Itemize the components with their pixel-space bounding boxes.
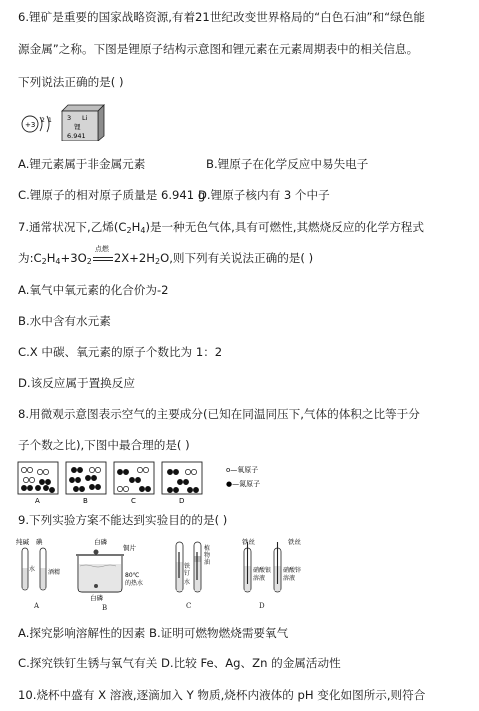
q6-stem-line3: 下列说法正确的是( ) <box>18 75 124 89</box>
exp-c-label-nail-1: 铁 <box>184 563 191 570</box>
experiment-b <box>76 537 143 612</box>
q8-diagram-label: C <box>131 497 136 504</box>
q10-stem-line1: 10.烧杯中盛有 X 溶液,逐滴加入 Y 物质,烧杯内液体的 pH 变化如图所示,则符合 <box>18 688 426 702</box>
oxygen-atom <box>23 477 28 482</box>
nitrogen-atom <box>135 477 140 482</box>
nitrogen-atom <box>49 487 54 492</box>
nitrogen-atom <box>73 486 78 491</box>
exp-d-label-solution-2: 溶液 <box>283 575 296 582</box>
nitrogen-atom <box>45 479 50 484</box>
nitrogen-atom <box>129 477 134 482</box>
nitrogen-atom <box>193 487 198 492</box>
exp-a-label-water: 水 <box>29 566 36 573</box>
nitrogen-atom <box>69 477 74 482</box>
q7-option-b: B.水中含有水元素 <box>18 314 111 328</box>
cell-atomic-number: 3 <box>67 114 72 122</box>
nitrogen-atom <box>27 485 32 490</box>
exp-a-label-iodine: 碘 <box>36 538 43 546</box>
nitrogen-atom <box>85 475 90 480</box>
q6-figure <box>16 103 106 141</box>
experiment-d <box>242 537 302 610</box>
q7-option-c: C.X 中碳、氧元素的原子个数比为 1：2 <box>18 345 223 359</box>
cell-symbol: Li <box>82 114 88 122</box>
exp-b-caption: B <box>102 604 108 612</box>
legend-oxygen: o—氧原子 <box>226 466 259 474</box>
oxygen-atom <box>37 469 42 474</box>
nitrogen-atom <box>177 479 182 484</box>
legend-nitrogen: ●—氮原子 <box>226 480 261 488</box>
oxygen-atom <box>95 467 100 472</box>
q6-option-d: D.锂原子核内有 3 个中子 <box>198 188 330 202</box>
exp-c-label-nail-2: 钉 <box>184 570 191 577</box>
nitrogen-atom <box>167 487 172 492</box>
oxygen-atom <box>143 467 148 472</box>
exp-d-caption: D <box>259 602 265 610</box>
cell-element-name: 锂 <box>74 123 81 131</box>
experiment-a <box>16 537 60 610</box>
exp-b-label-white-p-bottom: 白磷 <box>90 594 103 602</box>
cell-atomic-mass: 6.941 <box>67 132 86 140</box>
exp-c-label-oil-1: 植 <box>204 545 211 552</box>
q8-diagram-label: A <box>35 497 40 504</box>
oxygen-atom <box>117 486 122 491</box>
exp-a-caption: A <box>34 602 40 610</box>
experiment-c <box>176 542 210 610</box>
reaction-condition: 点燃 <box>92 251 114 265</box>
exp-b-label-copper: 铜片 <box>123 544 136 552</box>
q8-stem-line2: 子个数之比),下图中最合理的是( ) <box>18 438 190 452</box>
nitrogen-atom <box>187 487 192 492</box>
nitrogen-atom <box>89 484 94 489</box>
exp-d-label-wire-2: 铁丝 <box>288 538 301 546</box>
q7-option-d: D.该反应属于置换反应 <box>18 376 135 390</box>
exp-c-label-oil-2: 物 <box>204 552 211 559</box>
oxygen-atom <box>29 477 34 482</box>
q9-stem: 9.下列实验方案不能达到实验目的的是( ) <box>18 513 228 527</box>
nitrogen-atom <box>183 479 188 484</box>
nitrogen-atom <box>139 486 144 491</box>
nitrogen-atom <box>75 477 80 482</box>
exp-c-label-oil-3: 油 <box>204 559 211 566</box>
nitrogen-atom <box>173 469 178 474</box>
atom-shell1-electrons: 2 <box>41 117 45 124</box>
lithium-atom-structure-diagram <box>22 116 52 132</box>
q6-option-b: B.锂原子在化学反应中易失电子 <box>206 157 369 171</box>
nitrogen-atom <box>79 486 84 491</box>
nitrogen-atom <box>43 485 48 490</box>
nitrogen-atom <box>39 479 44 484</box>
oxygen-atom <box>123 486 128 491</box>
q7-option-a: A.氧气中氧元素的化合价为-2 <box>18 283 169 297</box>
q7-equation-line: 为$:C_2H_4+3O_2$ 点燃 $2X+2H_2O$,则下列有关说法正确的是( ) <box>18 245 314 266</box>
q6-stem-line2: 源金属”之称。下图是锂原子结构示意图和锂元素在元素周期表中的相关信息。 <box>18 42 419 56</box>
nitrogen-atom <box>117 469 122 474</box>
q6-stem-line1: 6.锂矿是重要的国家战略资源,有着21世纪改变世界格局的“白色石油”和“绿色能 <box>18 10 425 24</box>
periodic-table-cell <box>62 105 104 141</box>
oxygen-atom <box>89 467 94 472</box>
atom-nucleus-charge: +3 <box>25 121 36 129</box>
oxygen-atom <box>137 467 142 472</box>
exp-a-label-alcohol: 酒精 <box>48 569 61 576</box>
nitrogen-atom <box>167 469 172 474</box>
q9-figure <box>16 536 356 612</box>
nitrogen-atom <box>95 484 100 489</box>
exp-d-label-znno3: 硝酸锌 <box>283 567 302 574</box>
exp-d-label-wire-1: 铁丝 <box>242 538 255 546</box>
q6-option-a: A.锂元素属于非金属元素 <box>18 157 146 171</box>
exp-d-label-agno3: 硝酸银 <box>253 567 272 574</box>
nitrogen-atom <box>35 485 40 490</box>
exp-c-caption: C <box>186 602 192 610</box>
nitrogen-atom <box>145 486 150 491</box>
q7-stem-line1: 7.通常状况下,乙烯$(C_2H_4)$是一种无色气体,具有可燃性,其燃烧反应的化学方程式 <box>18 220 424 235</box>
oxygen-atom <box>27 467 32 472</box>
oxygen-atom <box>191 469 196 474</box>
q8-figure <box>16 460 286 504</box>
nitrogen-atom <box>123 469 128 474</box>
nitrogen-atom <box>91 475 96 480</box>
q8-stem-line1: 8.用微观示意图表示空气的主要成分(已知在同温同压下,气体的体积之比等于分 <box>18 407 420 421</box>
exp-c-label-water: 水 <box>184 579 191 586</box>
q9-options-ab: A.探究影响溶解性的因素 B.证明可燃物燃烧需要氧气 <box>18 626 289 640</box>
nitrogen-atom <box>71 467 76 472</box>
atom-shell2-electrons: 1 <box>48 117 52 124</box>
nitrogen-atom <box>21 485 26 490</box>
exp-b-label-white-p-top: 白磷 <box>94 538 107 546</box>
exp-a-label-soda: 纯碱 <box>16 538 29 546</box>
oxygen-atom <box>185 469 190 474</box>
exp-d-label-solution-1: 溶液 <box>253 575 266 582</box>
oxygen-atom <box>43 469 48 474</box>
nitrogen-atom <box>173 487 178 492</box>
q6-option-c: C.锂原子的相对原子质量是 6.941 g <box>18 188 206 202</box>
oxygen-atom <box>21 467 26 472</box>
exp-b-label-temp: 80℃ <box>125 572 140 579</box>
q8-diagram-label: B <box>83 497 88 504</box>
nitrogen-atom <box>77 467 82 472</box>
q9-options-cd: C.探究铁钉生锈与氧气有关 D.比较 Fe、Ag、Zn 的金属活动性 <box>18 656 341 670</box>
q8-diagram-label: D <box>179 497 185 504</box>
exp-b-label-hot-water: 的热水 <box>125 580 144 587</box>
